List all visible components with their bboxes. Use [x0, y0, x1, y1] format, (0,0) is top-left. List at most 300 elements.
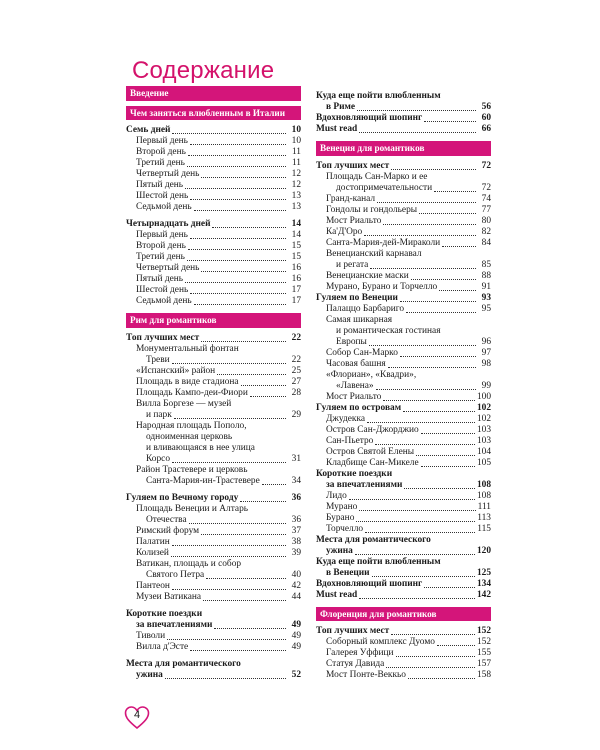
toc-column-left — [126, 86, 301, 681]
dot-leader — [383, 224, 476, 225]
toc-entry-title: в Венеции — [326, 567, 370, 578]
dot-leader — [406, 312, 476, 313]
toc-page-number: 115 — [477, 523, 491, 534]
toc-entry — [316, 102, 491, 113]
toc-entry-title: Гуляем по островам — [316, 402, 402, 413]
toc-entry — [126, 202, 301, 213]
dot-leader — [172, 363, 286, 364]
toc-entry — [126, 191, 301, 202]
toc-entry — [126, 147, 301, 158]
toc-entry — [316, 568, 491, 579]
toc-page-number: 120 — [476, 545, 491, 556]
dot-leader — [403, 411, 475, 412]
toc-entry — [316, 205, 491, 216]
toc-page-number: 42 — [291, 580, 301, 591]
toc-entry-title: Гранд-канал — [326, 193, 376, 204]
toc-entry-title: Вдохновляющий шопинг — [316, 113, 423, 123]
dot-leader — [201, 271, 286, 272]
toc-entry-title: Венецианские маски — [326, 270, 409, 281]
toc-entry-title: Мост Риальто — [326, 215, 382, 226]
toc-entry — [316, 260, 491, 271]
dot-leader — [190, 650, 286, 651]
toc-entry-title: Остров Сан-Джорджио — [326, 424, 419, 435]
toc-entry-line: Район Трастевере и церковь — [136, 464, 248, 475]
toc-page-number: 103 — [476, 435, 491, 446]
toc-page-number: 16 — [291, 263, 301, 273]
toc-entry — [126, 642, 301, 653]
dot-leader — [411, 279, 476, 280]
toc-entry-line: «Флориан», «Квадри», — [326, 369, 417, 380]
toc-page-number: 80 — [481, 215, 491, 226]
toc-entry — [316, 392, 491, 403]
toc-entry — [126, 263, 301, 274]
dot-leader — [190, 293, 286, 294]
dot-leader — [375, 444, 475, 445]
dot-leader — [400, 301, 476, 302]
dot-leader — [359, 598, 475, 599]
toc-entry — [316, 491, 491, 502]
toc-entry-line: Народная площадь Пополо, — [136, 420, 247, 431]
toc-page-number: 108 — [476, 479, 491, 490]
toc-page-number: 72 — [481, 182, 491, 193]
dot-leader — [190, 144, 286, 145]
toc-page-number: 29 — [291, 409, 301, 420]
toc-entry-title: Римский форум — [136, 525, 200, 536]
dot-leader — [201, 177, 286, 178]
dot-leader — [364, 235, 476, 236]
toc-page-number: 22 — [291, 332, 301, 343]
toc-entry — [316, 579, 491, 590]
dot-leader — [359, 132, 476, 133]
dot-leader — [388, 367, 476, 368]
toc-entry-title: Санта-Мария-ин-Трастевере — [146, 475, 260, 486]
toc-entry-title: Первый день — [136, 136, 188, 146]
dot-leader — [172, 589, 286, 590]
toc-entry-line: Самая шикарная — [326, 314, 393, 325]
toc-page-number: 40 — [291, 569, 301, 580]
toc-entry-title: и регата — [336, 259, 369, 270]
toc-entry — [126, 670, 301, 681]
toc-page-number: 108 — [476, 490, 491, 501]
toc-entry-title: Торчелло — [326, 523, 364, 534]
toc-page-number: 74 — [481, 193, 491, 204]
toc-entry — [126, 515, 301, 526]
toc-entry-line: Места для романтического — [126, 658, 241, 669]
toc-entry — [316, 436, 491, 447]
dot-leader — [171, 556, 286, 557]
toc-page-number: 49 — [291, 641, 301, 652]
toc-page-number: 52 — [291, 669, 301, 680]
dot-leader — [189, 523, 286, 524]
toc-entry-title: Санта-Мария-дей-Мираколи — [326, 237, 441, 248]
toc-entry-title: Седьмой день — [136, 296, 192, 306]
toc-page-number: 66 — [481, 124, 491, 134]
toc-entry-title: Статуя Давида — [326, 659, 385, 669]
toc-page-number: 85 — [481, 259, 491, 270]
toc-page-number: 16 — [291, 274, 301, 284]
dot-leader — [185, 188, 286, 189]
toc-entry-title: Топ лучших мест — [316, 626, 390, 636]
toc-entry-title: Must read — [316, 589, 358, 600]
toc-entry-title: ужина — [326, 545, 353, 556]
toc-page-number: 93 — [481, 292, 491, 303]
toc-entry-title: Семь дней — [126, 125, 171, 135]
toc-entry — [126, 366, 301, 377]
toc-entry-title: Сан-Пьетро — [326, 435, 374, 446]
toc-entry-line: Места для романтического — [316, 534, 431, 545]
toc-entry — [126, 230, 301, 241]
dot-leader — [396, 656, 475, 657]
toc-entry-title: Музеи Ватикана — [136, 591, 202, 602]
toc-entry-title: Мурано — [326, 501, 358, 512]
toc-entry — [316, 513, 491, 524]
toc-entry — [316, 238, 491, 249]
dot-leader — [376, 389, 476, 390]
toc-entry-title: Кладбище Сан-Микеле — [326, 457, 419, 468]
toc-page-number: 38 — [291, 536, 301, 547]
toc-entry — [316, 271, 491, 282]
dot-leader — [386, 667, 475, 668]
toc-page-number: 17 — [291, 296, 301, 306]
toc-entry — [316, 161, 491, 172]
dot-leader — [203, 600, 286, 601]
dot-leader — [416, 455, 475, 456]
toc-page-number: 97 — [481, 347, 491, 358]
toc-entry — [316, 227, 491, 238]
section-heading: Венеция для романтиков — [316, 141, 491, 156]
toc-entry-title: за впечатлениями — [136, 619, 213, 630]
dot-leader — [442, 246, 476, 247]
page-title: Содержание — [132, 57, 275, 84]
toc-page-number: 39 — [291, 547, 301, 558]
toc-page-number: 60 — [481, 113, 491, 123]
dot-leader — [349, 499, 475, 500]
toc-entry-title: Колизей — [136, 547, 169, 558]
toc-entry-title: Вдохновляющий шопинг — [316, 578, 423, 589]
toc-entry — [316, 337, 491, 348]
toc-page-number: 36 — [291, 492, 301, 503]
toc-entry — [126, 252, 301, 263]
dot-leader — [355, 554, 475, 555]
toc-page-number: 44 — [291, 591, 301, 602]
dot-leader — [187, 166, 286, 167]
toc-entry — [126, 476, 301, 487]
toc-page-number: 14 — [291, 230, 301, 240]
section-heading: Рим для романтиков — [126, 313, 301, 328]
toc-page-number: 37 — [291, 525, 301, 536]
toc-entry-title: Остров Святой Елены — [326, 446, 415, 457]
dot-leader — [357, 110, 476, 111]
toc-entry — [316, 458, 491, 469]
toc-entry — [316, 359, 491, 370]
dot-leader — [369, 345, 476, 346]
toc-entry-title: Топ лучших мест — [126, 332, 200, 343]
dot-leader — [187, 260, 286, 261]
dot-leader — [174, 418, 286, 419]
toc-page-number: 111 — [477, 501, 491, 512]
dot-leader — [437, 645, 475, 646]
toc-page-number: 12 — [291, 169, 301, 179]
toc-entry-title: Шестой день — [136, 285, 189, 295]
toc-entry-title: Треви — [146, 354, 170, 365]
toc-page-number: 14 — [291, 219, 301, 229]
page-number: 4 — [133, 709, 141, 721]
toc-page-number: 25 — [291, 365, 301, 376]
toc-page-number: 82 — [481, 226, 491, 237]
toc-page-number: 27 — [291, 376, 301, 387]
toc-entry — [126, 388, 301, 399]
toc-page-number: 34 — [291, 475, 301, 486]
toc-entry-line: Короткие поездки — [126, 608, 203, 619]
dot-leader — [434, 191, 476, 192]
toc-page-number: 13 — [291, 202, 301, 212]
toc-entry-line: Куда еще пойти влюбленным — [316, 91, 441, 101]
toc-entry — [126, 377, 301, 388]
toc-entry — [316, 502, 491, 513]
dot-leader — [391, 634, 475, 635]
toc-entry-title: в Риме — [326, 102, 356, 112]
toc-entry-line: Короткие поездки — [316, 468, 393, 479]
dot-leader — [201, 534, 286, 535]
toc-entry — [126, 526, 301, 537]
toc-entry — [126, 136, 301, 147]
toc-page-number: 158 — [476, 670, 491, 680]
toc-entry-line: Вилла Боргезе — музей — [136, 398, 232, 409]
dot-leader — [262, 484, 286, 485]
toc-entry-title: Четвертый день — [136, 263, 200, 273]
toc-page-number: 49 — [291, 619, 301, 630]
toc-entry-title: Собор Сан-Марко — [326, 347, 398, 358]
dot-leader — [356, 521, 475, 522]
toc-entry — [126, 537, 301, 548]
toc-entry — [126, 592, 301, 603]
toc-entry — [316, 425, 491, 436]
toc-entry-title: достопримечательности — [336, 182, 433, 193]
page-number-badge — [124, 705, 150, 731]
toc-entry-title: Второй день — [136, 147, 186, 157]
dot-leader — [404, 488, 475, 489]
dot-leader — [206, 578, 286, 579]
toc-page-number: 11 — [291, 158, 301, 168]
toc-entry-line: Куда еще пойти влюбленным — [316, 556, 441, 567]
toc-entry-title: Третий день — [136, 252, 185, 262]
toc-page-number: 157 — [476, 659, 491, 669]
toc-entry — [316, 648, 491, 659]
toc-page-number: 22 — [291, 354, 301, 365]
dot-leader — [190, 238, 286, 239]
toc-entry — [126, 410, 301, 421]
toc-page-number: 142 — [476, 589, 491, 600]
toc-entry-title: Соборный комплекс Дуомо — [326, 637, 435, 647]
dot-leader — [201, 341, 286, 342]
dot-leader — [188, 249, 286, 250]
toc-page-number: 155 — [476, 648, 491, 658]
dot-leader — [419, 213, 476, 214]
toc-entry — [316, 590, 491, 601]
toc-entry — [126, 296, 301, 307]
toc-page-number: 28 — [291, 387, 301, 398]
toc-entry — [316, 113, 491, 124]
toc-entry — [126, 620, 301, 631]
toc-entry-title: Часовая башня — [326, 358, 386, 369]
toc-page-number: 91 — [481, 281, 491, 292]
dot-leader — [365, 532, 475, 533]
toc-entry — [126, 570, 301, 581]
toc-entry-title: Площадь в виде стадиона — [136, 376, 239, 387]
dot-leader — [421, 433, 475, 434]
toc-page-number: 105 — [476, 457, 491, 468]
toc-entry-line: одноименная церковь — [146, 431, 233, 442]
dot-leader — [212, 227, 286, 228]
toc-entry-line: Монументальный фонтан — [136, 343, 239, 354]
toc-column-right — [316, 91, 491, 681]
toc-entry-line: Венецианский карнавал — [326, 248, 422, 259]
toc-page-number: 98 — [481, 358, 491, 369]
toc-page-number: 36 — [291, 514, 301, 525]
toc-page-number: 72 — [481, 160, 491, 171]
toc-page-number: 100 — [476, 391, 491, 402]
toc-entry-title: Джудекка — [326, 413, 366, 424]
toc-entry — [316, 670, 491, 681]
toc-entry-title: «Лавена» — [336, 380, 374, 391]
toc-entry — [316, 626, 491, 637]
toc-entry-line: и вливающаяся в нее улица — [146, 442, 255, 453]
toc-entry — [126, 285, 301, 296]
dot-leader — [172, 462, 286, 463]
toc-page-number: 15 — [291, 252, 301, 262]
toc-entry — [316, 480, 491, 491]
toc-page-number: 99 — [481, 380, 491, 391]
toc-page-number: 84 — [481, 237, 491, 248]
toc-entry-title: Корсо — [146, 453, 171, 464]
toc-page-number: 102 — [476, 413, 491, 424]
dot-leader — [190, 199, 286, 200]
dot-leader — [240, 501, 286, 502]
dot-leader — [172, 133, 286, 134]
toc-entry — [126, 158, 301, 169]
toc-page-number: 88 — [481, 270, 491, 281]
toc-entry — [316, 381, 491, 392]
section-heading: Введение — [126, 86, 301, 101]
toc-entry-line: Ватикан, площадь и собор — [136, 558, 242, 569]
toc-entry-title: Вилла д'Эсте — [136, 641, 189, 652]
toc-page-number: 56 — [481, 102, 491, 112]
toc-entry-title: Ка'Д'Оро — [326, 226, 363, 237]
toc-entry — [126, 125, 301, 136]
toc-page-number: 152 — [476, 626, 491, 636]
dot-leader — [194, 304, 286, 305]
toc-entry-title: Второй день — [136, 241, 186, 251]
dot-leader — [188, 155, 286, 156]
toc-entry — [316, 293, 491, 304]
toc-entry — [126, 631, 301, 642]
toc-page-number: 96 — [481, 336, 491, 347]
dot-leader — [241, 385, 286, 386]
toc-entry-title: Пантеон — [136, 580, 170, 591]
toc-entry-title: Первый день — [136, 230, 188, 240]
dot-leader — [167, 639, 286, 640]
dot-leader — [421, 466, 475, 467]
toc-entry-title: Палаццо Барбариго — [326, 303, 405, 314]
toc-entry — [316, 403, 491, 414]
toc-page-number: 152 — [476, 637, 491, 647]
toc-entry — [316, 194, 491, 205]
toc-page-number: 49 — [291, 630, 301, 641]
toc-entry-title: «Испанский» район — [136, 365, 216, 376]
toc-entry-title: Четвертый день — [136, 169, 200, 179]
toc-entry-title: Гуляем по Венеции — [316, 292, 398, 303]
toc-entry-title: Мурано, Бурано и Торчелло — [326, 281, 438, 292]
dot-leader — [391, 169, 476, 170]
toc-entry-title: Тиволи — [136, 630, 166, 641]
dot-leader — [250, 396, 286, 397]
toc-entry — [126, 581, 301, 592]
toc-entry — [316, 447, 491, 458]
dot-leader — [185, 282, 286, 283]
toc-entry-line: Площадь Сан-Марко и ее — [326, 171, 428, 182]
toc-entry-title: Третий день — [136, 158, 185, 168]
toc-entry — [126, 355, 301, 366]
dot-leader — [424, 587, 475, 588]
toc-page-number: 125 — [476, 567, 491, 578]
toc-entry-title: Европы — [336, 336, 367, 347]
toc-page-number: 17 — [291, 285, 301, 295]
toc-page-number: 31 — [291, 453, 301, 464]
toc-entry-title: Пятый день — [136, 274, 184, 284]
toc-entry-title: Площадь Кампо-деи-Фиори — [136, 387, 248, 398]
dot-leader — [439, 290, 476, 291]
toc-page-number: 102 — [476, 402, 491, 413]
dot-leader — [408, 678, 475, 679]
toc-entry — [126, 180, 301, 191]
dot-leader — [377, 202, 476, 203]
toc-entry — [126, 274, 301, 285]
toc-entry-line: и романтическая гостиная — [336, 325, 441, 336]
toc-entry-title: Топ лучших мест — [316, 160, 390, 171]
toc-page-number: 134 — [476, 578, 491, 589]
toc-entry-title: Отечества — [146, 514, 187, 525]
toc-page-number: 95 — [481, 303, 491, 314]
toc-entry-title: Мост Риальто — [326, 391, 382, 402]
toc-entry-title: Шестой день — [136, 191, 189, 201]
dot-leader — [400, 356, 476, 357]
toc-page-number: 104 — [476, 446, 491, 457]
toc-page-number: 10 — [291, 125, 301, 135]
toc-entry — [126, 454, 301, 465]
toc-entry — [316, 304, 491, 315]
dot-leader — [372, 576, 475, 577]
toc-entry-title: Пятый день — [136, 180, 184, 190]
toc-entry-title: и парк — [146, 409, 172, 420]
toc-entry — [316, 637, 491, 648]
toc-entry — [316, 414, 491, 425]
toc-page-number: 13 — [291, 191, 301, 201]
toc-entry — [126, 169, 301, 180]
toc-entry-title: Святого Петра — [146, 569, 205, 580]
toc-entry-title: Must read — [316, 124, 358, 134]
toc-entry — [316, 546, 491, 557]
toc-entry — [316, 348, 491, 359]
toc-entry — [316, 183, 491, 194]
toc-entry-title: Гондолы и гондольеры — [326, 204, 418, 215]
dot-leader — [214, 628, 286, 629]
dot-leader — [194, 210, 286, 211]
toc-entry — [316, 282, 491, 293]
toc-entry-title: Четырнадцать дней — [126, 219, 211, 229]
toc-page-number: 77 — [481, 204, 491, 215]
toc-entry-title: Лидо — [326, 490, 347, 501]
toc-entry-title: Галерея Уффици — [326, 648, 394, 658]
